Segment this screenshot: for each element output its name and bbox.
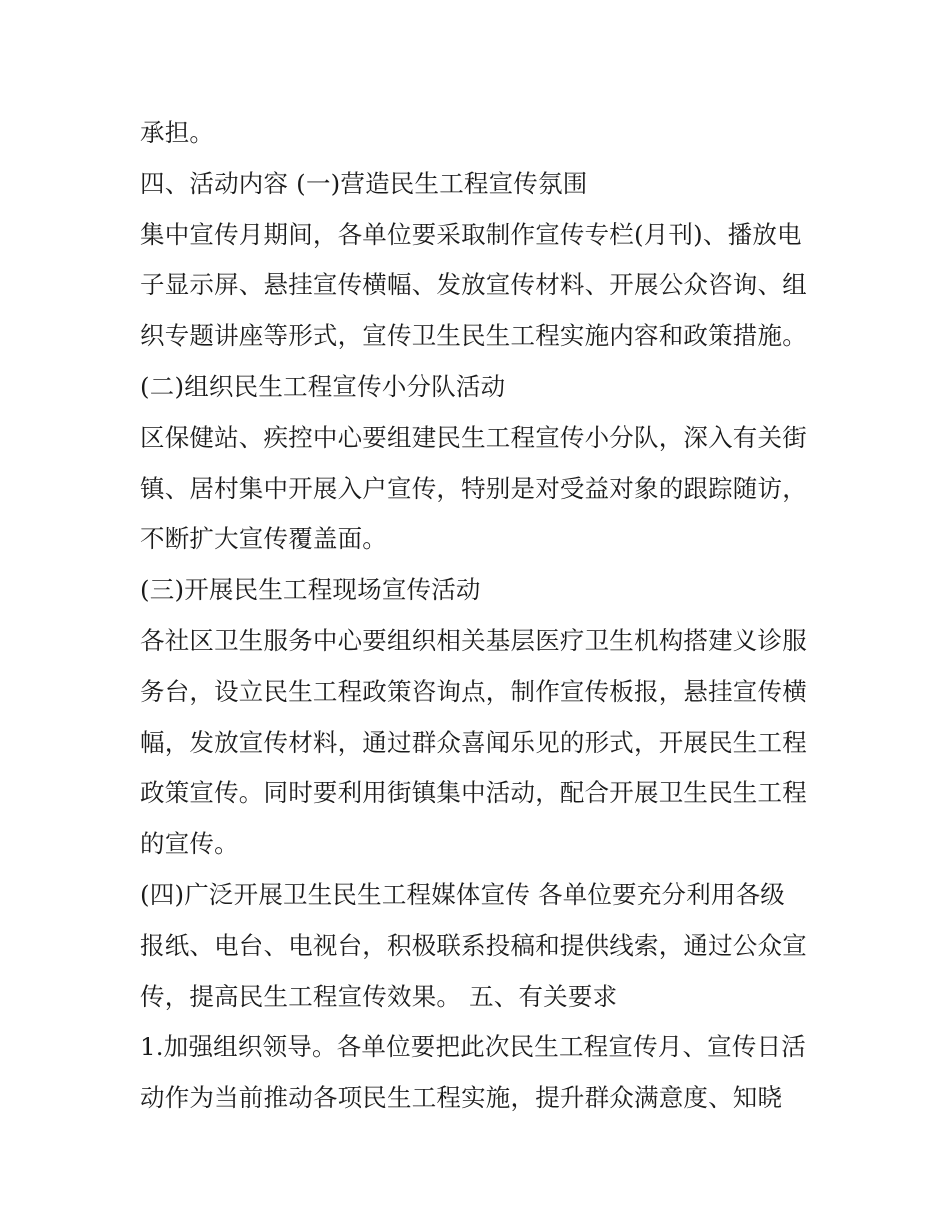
text-line: 集中宣传月期间，各单位要采取制作宣传专栏(月刊)、播放电 <box>140 219 802 249</box>
text-line: 报纸、电台、电视台，积极联系投稿和提供线索，通过公众宣 <box>140 930 807 960</box>
text-line: 动作为当前推动各项民生工程实施，提升群众满意度、知晓 <box>140 1083 783 1113</box>
text-line: 政策宣传。同时要利用街镇集中活动，配合开展卫生民生工程 <box>140 778 807 808</box>
text-line: 不断扩大宣传覆盖面。 <box>140 524 387 554</box>
section-heading: 四、活动内容 (一)营造民生工程宣传氛围 <box>140 168 588 198</box>
text-line: 镇、居村集中开展入户宣传，特别是对受益对象的跟踪随访， <box>140 473 807 503</box>
document-body <box>140 108 820 1124</box>
subsection-heading: (二)组织民生工程宣传小分队活动 <box>140 371 506 401</box>
text-line: 承担。 <box>140 118 215 147</box>
text-line: 传，提高民生工程宣传效果。 五、有关要求 <box>140 981 618 1011</box>
text-line: 区保健站、疾控中心要组建民生工程宣传小分队，深入有关街 <box>140 422 807 452</box>
text-line: 1.加强组织领导。各单位要把此次民生工程宣传月、宣传日活 <box>140 1032 806 1062</box>
text-line: 幅，发放宣传材料，通过群众喜闻乐见的形式，开展民生工程 <box>140 727 807 757</box>
text-line: 各社区卫生服务中心要组织相关基层医疗卫生机构搭建义诊服 <box>140 625 807 655</box>
text-line: 子显示屏、悬挂宣传横幅、发放宣传材料、开展公众咨询、组 <box>140 270 807 300</box>
text-line: 织专题讲座等形式，宣传卫生民生工程实施内容和政策措施。 <box>140 321 807 351</box>
subsection-heading: (三)开展民生工程现场宣传活动 <box>140 575 481 605</box>
subsection-heading: (四)广泛开展卫生民生工程媒体宣传 各单位要充分利用各级 <box>140 879 786 909</box>
text-line: 的宣传。 <box>140 829 239 859</box>
text-line: 务台，设立民生工程政策咨询点，制作宣传板报，悬挂宣传横 <box>140 676 807 706</box>
